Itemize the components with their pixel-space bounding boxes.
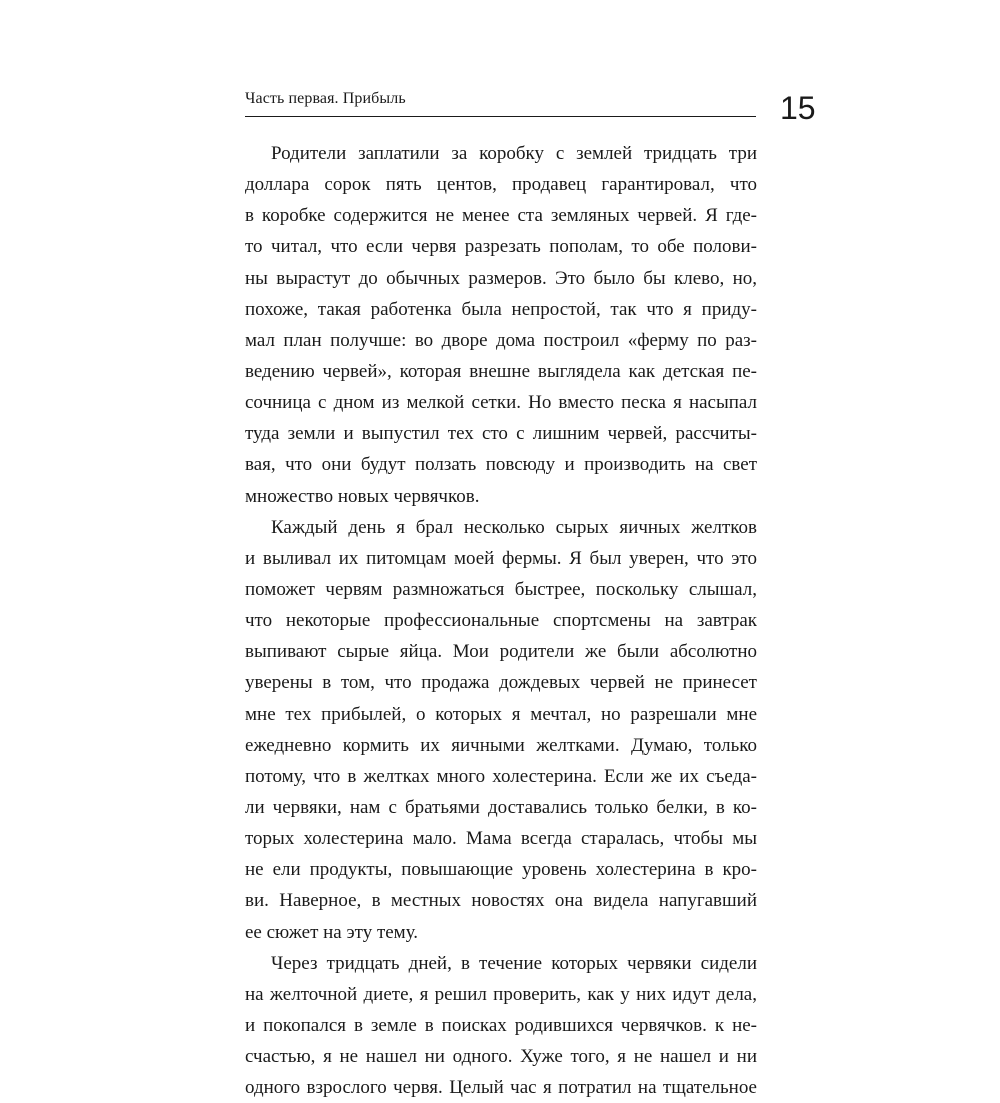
- text-line: туда земли и выпустил тех сто с лишним червей, рассчиты-: [245, 423, 757, 445]
- text-line: Через тридцать дней, в течение которых червяки сидели: [271, 952, 757, 974]
- running-title: Часть первая. Прибыль: [245, 90, 406, 107]
- text-line: ви. Наверное, в местных новостях она видела напугавший: [245, 890, 757, 912]
- text-line: одного взрослого червя. Целый час я потратил на тщательное: [245, 1077, 757, 1099]
- text-line: то читал, что если червя разрезать пополам, то обе полови-: [245, 236, 757, 258]
- text-line: Каждый день я брал несколько сырых яичных желтков: [271, 516, 757, 538]
- text-line: вая, что они будут ползать повсюду и производить на свет: [245, 454, 757, 476]
- body-text: [245, 138, 757, 1103]
- text-line: потому, что в желтках много холестерина. Если же их съеда-: [245, 765, 757, 787]
- text-line: торых холестерина мало. Мама всегда старалась, чтобы мы: [245, 828, 757, 850]
- text-line: на желточной диете, я решил проверить, как у них идут дела,: [245, 983, 757, 1005]
- text-line: ежедневно кормить их яичными желтками. Думаю, только: [245, 734, 757, 756]
- text-line: Родители заплатили за коробку с землей тридцать три: [271, 143, 757, 164]
- text-line: поможет червям размножаться быстрее, поскольку слышал,: [245, 578, 757, 600]
- text-line: уверены в том, что продажа дождевых червей не принесет: [245, 672, 757, 694]
- text-line: счастью, я не нашел ни одного. Хуже того, я не нашел и ни: [245, 1046, 757, 1068]
- text-line: доллара сорок пять центов, продавец гарантировал, что: [245, 174, 757, 196]
- text-line: ведению червей», которая внешне выглядела как детская пе-: [245, 360, 757, 382]
- text-line: ны вырастут до обычных размеров. Это было бы клево, но,: [245, 267, 757, 289]
- page-number: 15: [780, 90, 816, 126]
- text-line: мне тех прибылей, о которых я мечтал, но разрешали мне: [245, 703, 757, 725]
- text-line: в коробке содержится не менее ста земляных червей. Я где-: [245, 205, 757, 227]
- text-line: ли червяки, нам с братьями доставались только белки, в ко-: [245, 796, 757, 818]
- text-line: ее сюжет на эту тему.: [245, 921, 419, 943]
- text-line: сочница с дном из мелкой сетки. Но вместо песка я насыпал: [245, 392, 757, 414]
- text-line: не ели продукты, повышающие уровень холестерина в кро-: [245, 859, 757, 881]
- text-line: множество новых червячков.: [245, 485, 480, 507]
- header-rule: [245, 116, 756, 117]
- text-line: похоже, такая работенка была непростой, так что я приду-: [245, 298, 757, 320]
- text-line: мал план получше: во дворе дома построил «ферму по раз-: [245, 329, 757, 351]
- running-header: [245, 88, 757, 110]
- text-line: выпивают сырые яйца. Мои родители же были абсолютно: [245, 641, 757, 663]
- text-line: и покопался в земле в поисках родившихся червячков. к не-: [245, 1014, 757, 1036]
- text-line: и выливал их питомцам моей фермы. Я был уверен, что это: [245, 547, 757, 569]
- text-line: что некоторые профессиональные спортсмены на завтрак: [245, 610, 757, 632]
